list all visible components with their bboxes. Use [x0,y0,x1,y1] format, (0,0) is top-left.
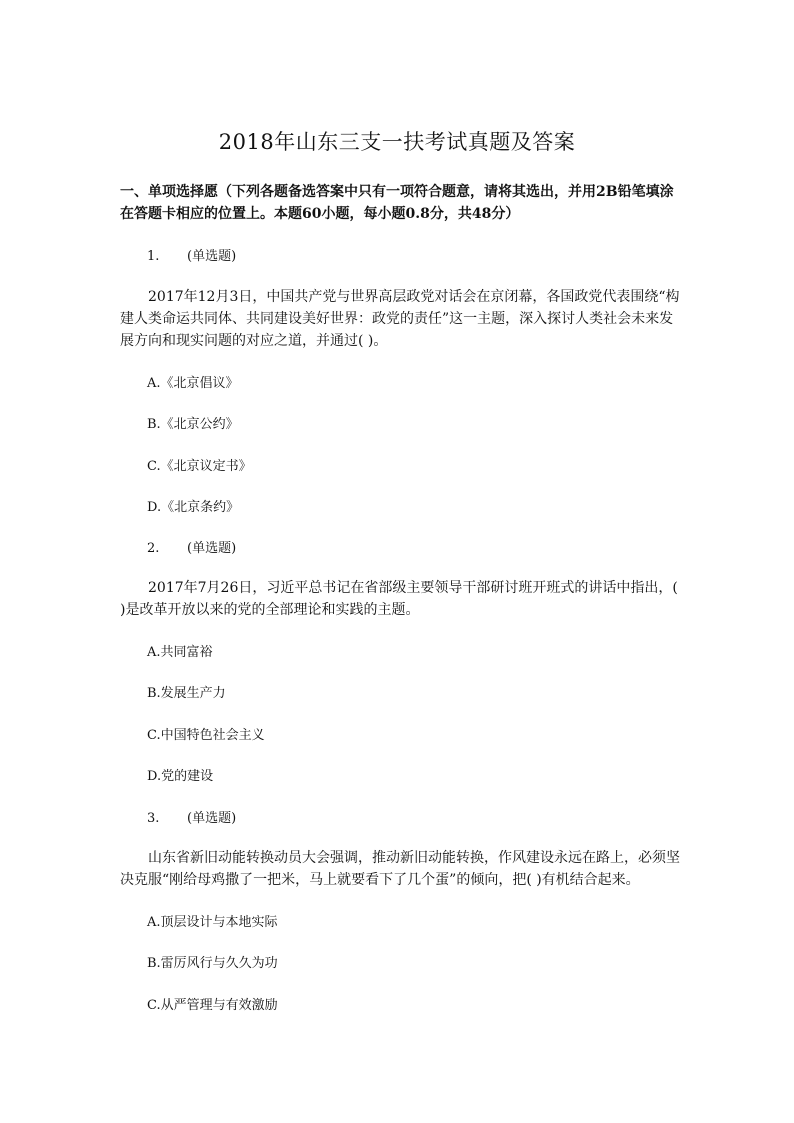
question-type: (单选题) [187,541,237,556]
question-3-stem: 山东省新旧动能转换动员大会强调，推动新旧动能转换，作风建设永远在路上，必须坚决克服“刚给母鸡撒了一把米，马上就要看下了几个蛋”的倾向，把( )有机结合起来。 [120,850,680,888]
question-2-stem: 2017年7月26日，习近平总书记在省部级主要领导干部研讨班开班式的讲话中指出，( )是改革开放以来的党的全部理论和实践的主题。 [120,580,678,618]
question-3-option-b: B.雷厉风行与久久为功 [147,956,278,971]
section-heading-line-2: 在答题卡相应的位置上。本题60小题，每小题0.8分，共48分） [120,206,520,222]
question-1-stem: 2017年12月3日，中国共产党与世界高层政党对话会在京闭幕，各国政党代表围绕“构建人类命运共同体、共同建设美好世界：政党的责任”这一主题，深入探讨人类社会未来发展方向和现实问题的对应之道，并通过( )。 [120,289,680,349]
question-number: 1. [147,249,160,264]
question-3-header [147,807,236,826]
section-heading-line-1: 一、单项选择愿（下列各题备选答案中只有一项符合题意，请将其选出，并用2B铅笔填涂 [120,184,674,200]
question-3-option-c: C.从严管理与有效激励 [147,998,278,1013]
question-3-option-a: A.顶层设计与本地实际 [147,915,278,930]
question-type: (单选题) [187,249,237,264]
question-number: 3. [147,811,160,826]
question-number: 2. [147,541,160,556]
question-2-option-b: B.发展生产力 [147,686,226,701]
question-2-option-d: D.党的建设 [147,769,214,784]
document-title: 2018年山东三支一扶考试真题及答案 [218,130,576,154]
question-1-option-c: C.《北京议定书》 [147,459,252,474]
question-2-option-c: C.中国特色社会主义 [147,728,265,743]
question-1-header [147,245,236,264]
question-1-option-b: B.《北京公约》 [147,417,239,432]
section-heading [120,181,680,225]
question-1-option-d: D.《北京条约》 [147,500,240,515]
question-2-option-a: A.共同富裕 [147,645,213,660]
question-1-option-a: A.《北京倡议》 [147,376,239,391]
question-type: (单选题) [187,811,237,826]
question-2-header [147,537,236,556]
